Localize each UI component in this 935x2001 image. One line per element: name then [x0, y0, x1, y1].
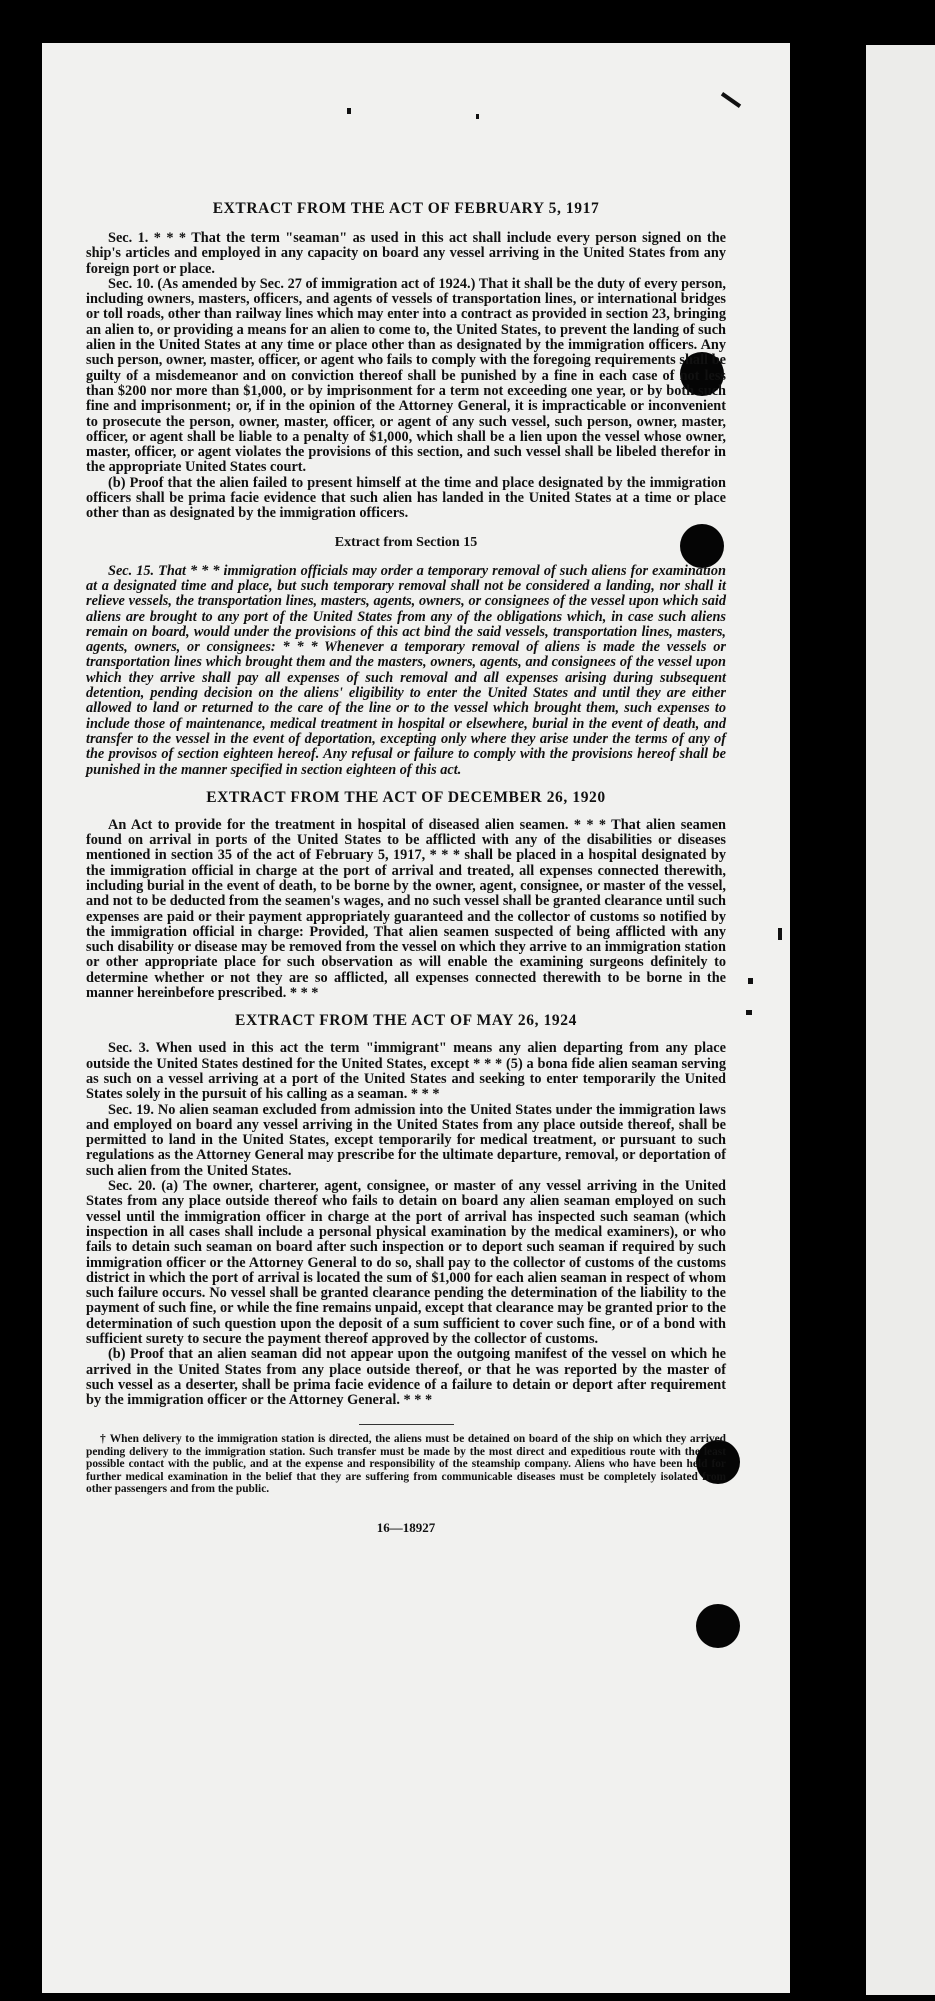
ink-speck [746, 1010, 752, 1015]
footnote: † When delivery to the immigration station is directed, the aliens must be detained on board of the ship on which they arrived pending delivery to the immigration station. Such transfer must be made by the most direct and expeditious route with the least possible contact with the public, and at the expense and responsibility of the steamship company. Aliens who have been held for further medical examination in the belief that they are suffering from communicable diseases must be completely isolated from other passengers and from the public. [86, 1433, 726, 1496]
punch-hole [696, 1604, 740, 1648]
heading-act-1917: EXTRACT FROM THE ACT OF FEBRUARY 5, 1917 [212, 200, 600, 217]
section-19-paragraph: Sec. 19. No alien seaman excluded from admission into the United States under the immigration laws and employed on board any vessel arriving in the United States from any place outside thereof, shall be permitted to land in the United States, except temporarily for medical treatment, or pursuant to such regulations as the Attorney General may prescribe for the ultimate departure, removal, or deportation of such alien from the United States. [86, 1101, 726, 1179]
act-1920-paragraph: An Act to provide for the treatment in hospital of diseased alien seamen. * * * That alien seamen found on arrival in ports of the United States to be afflicted with any of the disabilities or diseases mentioned in section 35 of the act of February 5, 1917, * * * shall be placed in a hospital designated by the immigration official in charge at the port of arrival and treated, all expenses connected therewith, including burial in the event of death, to be borne by the owner, agent, consignee, or master of the vessel, and not to be deducted from the seamen's wages, and no such vessel shall be granted clearance until such expenses are paid or their payment appropriately guaranteed and the collector of customs so notified by the immigration official in charge: Provided, That alien seamen suspected of being afflicted with any such disability or disease may be removed from the vessel on which they arrive to an immigration station or other appropriate place for such observation as will enable the examining surgeons definitely to determine whether or not they are so afflicted, all expenses connected therewith to be borne in the manner hereinbefore prescribed. * * * [86, 816, 726, 1002]
section-3-paragraph: Sec. 3. When used in this act the term "immigrant" means any alien departing from any place outside the United States destined for the United States, except * * * (5) a bona fide alien seaman serving as such on a vessel arriving at a port of the United States and seeking to enter temporarily the United States solely in the pursuit of his calling as a seaman. * * * [86, 1040, 726, 1103]
adjacent-page-edge [866, 45, 935, 1995]
ink-speck [778, 928, 782, 940]
heading-act-1924: EXTRACT FROM THE ACT OF MAY 26, 1924 [235, 1012, 577, 1030]
section-20a-paragraph: Sec. 20. (a) The owner, charterer, agent, consignee, or master of any vessel arriving in the United States from any place outside thereof who fails to detain on board any alien seaman employed on such vessel until the immigration officer in charge at the port of arrival has inspected such seaman (which inspection in all cases shall include a personal physical examination by the medical examiners), or who fails to detain such seaman on board after such inspection or to deport such seaman if required by such immigration officer or the Attorney General to do so, shall pay to the collector of customs of the customs district in which the port of arrival is located the sum of $1,000 for each alien seaman in respect of whom such failure occurs. No vessel shall be granted clearance pending the determination of the liability to the payment of such fine, or while the fine remains unpaid, except that clearance may be granted prior to the determination of such question upon the deposit of a sum sufficient to cover such fine, or of a bond with sufficient surety to secure the payment thereof approved by the collector of customs. [86, 1178, 726, 1347]
heading-act-1920: EXTRACT FROM THE ACT OF DECEMBER 26, 1920 [206, 788, 606, 806]
section-15-paragraph: Sec. 15. That * * * immigration officials may order a temporary removal of such aliens for examination at a designated time and place, but such temporary removal shall not be considered a landing, nor shall it relieve vessels, the transportation lines, masters, agents, owners, or consignees of the vessel upon which said aliens are brought to any port of the United States from any of the obligations which, in case such aliens remain on board, would under the provisions of this act bind the said vessels, transportation lines, masters, agents, owners, or consignees: * * * Whenever a temporary removal of aliens is made the vessels or transportation lines which brought them and the masters, owners, agents, and consignees of the vessel upon which they arrive shall pay all expenses of such removal and all expenses arising during subsequent detention, pending decision on the aliens' eligibility to enter the United States and until they are either allowed to land or returned to the care of the line or to the vessel which brought them, such expenses to include those of maintenance, medical treatment in hospital or elsewhere, burial in the event of death, and transfer to the vessel in the event of deportation, excepting only where they arise under the terms of any of the provisos of section eighteen hereof. Any refusal or failure to comply with the provisions hereof shall be punished in the manner specified in section eighteen of this act. [86, 562, 726, 778]
section-20b-paragraph: (b) Proof that an alien seaman did not appear upon the outgoing manifest of the vessel on which he arrived in the United States from any place outside thereof, or that he was reported by the master of such vessel as a deserter, shall be prima facie evidence of a failure to detain or deport after requirement by the immigration officer or the Attorney General. * * * [86, 1346, 726, 1409]
ink-speck [748, 978, 753, 984]
document-body [86, 200, 726, 1536]
ink-speck [476, 114, 479, 119]
section-10b-paragraph: (b) Proof that the alien failed to present himself at the time and place designated by the immigration officers shall be prima facie evidence that such alien has landed in the United States at a time or place other than as designated by the immigration officers. [86, 474, 726, 522]
section-10-paragraph: Sec. 10. (As amended by Sec. 27 of immigration act of 1924.) That it shall be the duty of every person, including owners, masters, officers, and agents of vessels of transportation lines, or international bridges or toll roads, other than railway lines which may enter into a contract as provided in section 23, bringing an alien to, or providing a means for an alien to come to, the United States, to prevent the landing of such alien in the United States at any time or place other than as designated by the immigration officers. Any such person, owner, master, officer, or agent who fails to comply with the foregoing requirements shall be guilty of a misdemeanor and on conviction thereof shall be punished by a fine in each case of not less than $200 nor more than $1,000, or by imprisonment for a term not exceeding one year, or by both such fine and imprisonment; or, if in the opinion of the Attorney General, it is impracticable or inconvenient to prosecute the person, owner, master, officer, or agent of any such vessel, such person, owner, master, officer, or agent shall be liable to a penalty of $1,000, which shall be a lien upon the vessel whose owner, master, officer, or agent violates the provisions of this section, and such vessel shall be libeled therefor in the appropriate United States court. [86, 275, 726, 476]
heading-extract-section-15: Extract from Section 15 [334, 534, 478, 550]
form-number: 16—18927 [376, 1519, 436, 1535]
ink-speck [347, 108, 351, 114]
section-1-paragraph: Sec. 1. * * * That the term "seaman" as used in this act shall include every person signed on the ship's articles and employed in any capacity on board any vessel arriving in the United States from any foreign port or place. [86, 230, 726, 277]
